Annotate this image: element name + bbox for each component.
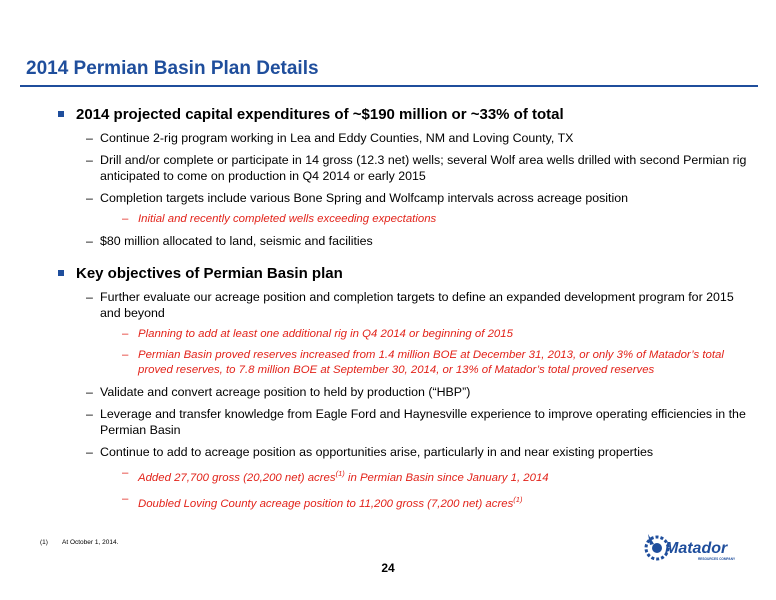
sub-list-item	[58, 348, 748, 378]
list-item	[58, 130, 748, 146]
title-divider	[20, 85, 758, 87]
list-item	[58, 233, 748, 249]
matador-logo	[640, 530, 746, 566]
list-item	[58, 406, 748, 438]
dash-bullet: –	[122, 328, 129, 340]
sub-list-item	[58, 492, 748, 512]
section-heading	[58, 106, 748, 123]
dash-bullet: –	[86, 234, 93, 248]
section-heading-text: Key objectives of Permian Basin plan	[76, 265, 343, 282]
footnote-text: At October 1, 2014.	[62, 539, 119, 546]
list-item	[58, 444, 748, 460]
section-heading	[58, 265, 748, 282]
list-item-text: Leverage and transfer knowledge from Eagle Ford and Haynesville experience to improve operating efficiencies in the Permian Basin	[100, 407, 746, 437]
footnote-number: (1)	[40, 539, 48, 546]
square-bullet-icon	[58, 111, 64, 117]
dash-bullet: –	[86, 131, 93, 145]
sub-list-item-text: Permian Basin proved reserves increased from 1.4 million BOE at December 31, 2013, or only 3% of Matador’s total proved reserves, to 7.8 million BOE at September 30, 2014, or 13% of Matador’s total proved reserves	[138, 349, 724, 376]
sub-list-item-text: Initial and recently completed wells exceeding expectations	[138, 213, 437, 225]
section-heading-text: 2014 projected capital expenditures of ~$190 million or ~33% of total	[76, 106, 564, 123]
sub-list-item	[58, 212, 748, 227]
slide-content	[58, 106, 748, 518]
square-bullet-icon	[58, 270, 64, 276]
dash-bullet: –	[86, 191, 93, 205]
dash-bullet: –	[86, 407, 93, 421]
sub-list-item-text: Added 27,700 gross (20,200 net) acres	[138, 472, 336, 484]
sub-list-item-text: in Permian Basin since January 1, 2014	[344, 472, 549, 484]
dash-bullet: –	[86, 153, 93, 167]
footnote-ref: (1)	[335, 469, 345, 478]
dash-bullet: –	[86, 290, 93, 304]
list-item	[58, 190, 748, 206]
sub-list-item	[58, 466, 748, 486]
list-item-text: Further evaluate our acreage position and completion targets to define an expanded development program for 2015 and beyond	[100, 290, 734, 320]
dash-bullet: –	[122, 213, 129, 225]
dash-bullet: –	[122, 467, 129, 479]
sub-list-item-text: Planning to add at least one additional rig in Q4 2014 or beginning of 2015	[138, 328, 513, 340]
list-item-text: Drill and/or complete or participate in 14 gross (12.3 net) wells; several Wolf area wells drilled with second Permian rig anticipated to come on production in Q4 2014 or early 2015	[100, 153, 747, 183]
page-number: 24	[381, 561, 395, 575]
list-item-text: Continue to add to acreage position as opportunities arise, particularly in and near existing properties	[100, 445, 654, 459]
list-item-text: Validate and convert acreage position to held by production (“HBP”)	[100, 385, 471, 399]
list-item	[58, 384, 748, 400]
list-item-text: Completion targets include various Bone Spring and Wolfcamp intervals across acreage position	[100, 191, 629, 205]
list-item-text: Continue 2-rig program working in Lea and Eddy Counties, NM and Loving County, TX	[100, 131, 574, 145]
dash-bullet: –	[122, 349, 129, 361]
list-item-text: $80 million allocated to land, seismic and facilities	[100, 234, 373, 248]
sub-list-item-text: Doubled Loving County acreage position to 11,200 gross (7,200 net) acres	[138, 498, 514, 510]
svg-text:RESOURCES COMPANY: RESOURCES COMPANY	[698, 557, 736, 561]
footnote-ref: (1)	[513, 495, 523, 504]
list-item	[58, 289, 748, 321]
svg-text:Matador: Matador	[665, 540, 728, 557]
list-item	[58, 152, 748, 184]
dash-bullet: –	[86, 445, 93, 459]
dash-bullet: –	[86, 385, 93, 399]
page-title: 2014 Permian Basin Plan Details	[26, 58, 319, 79]
sub-list-item	[58, 327, 748, 342]
footnote	[40, 539, 118, 546]
dash-bullet: –	[122, 493, 129, 505]
